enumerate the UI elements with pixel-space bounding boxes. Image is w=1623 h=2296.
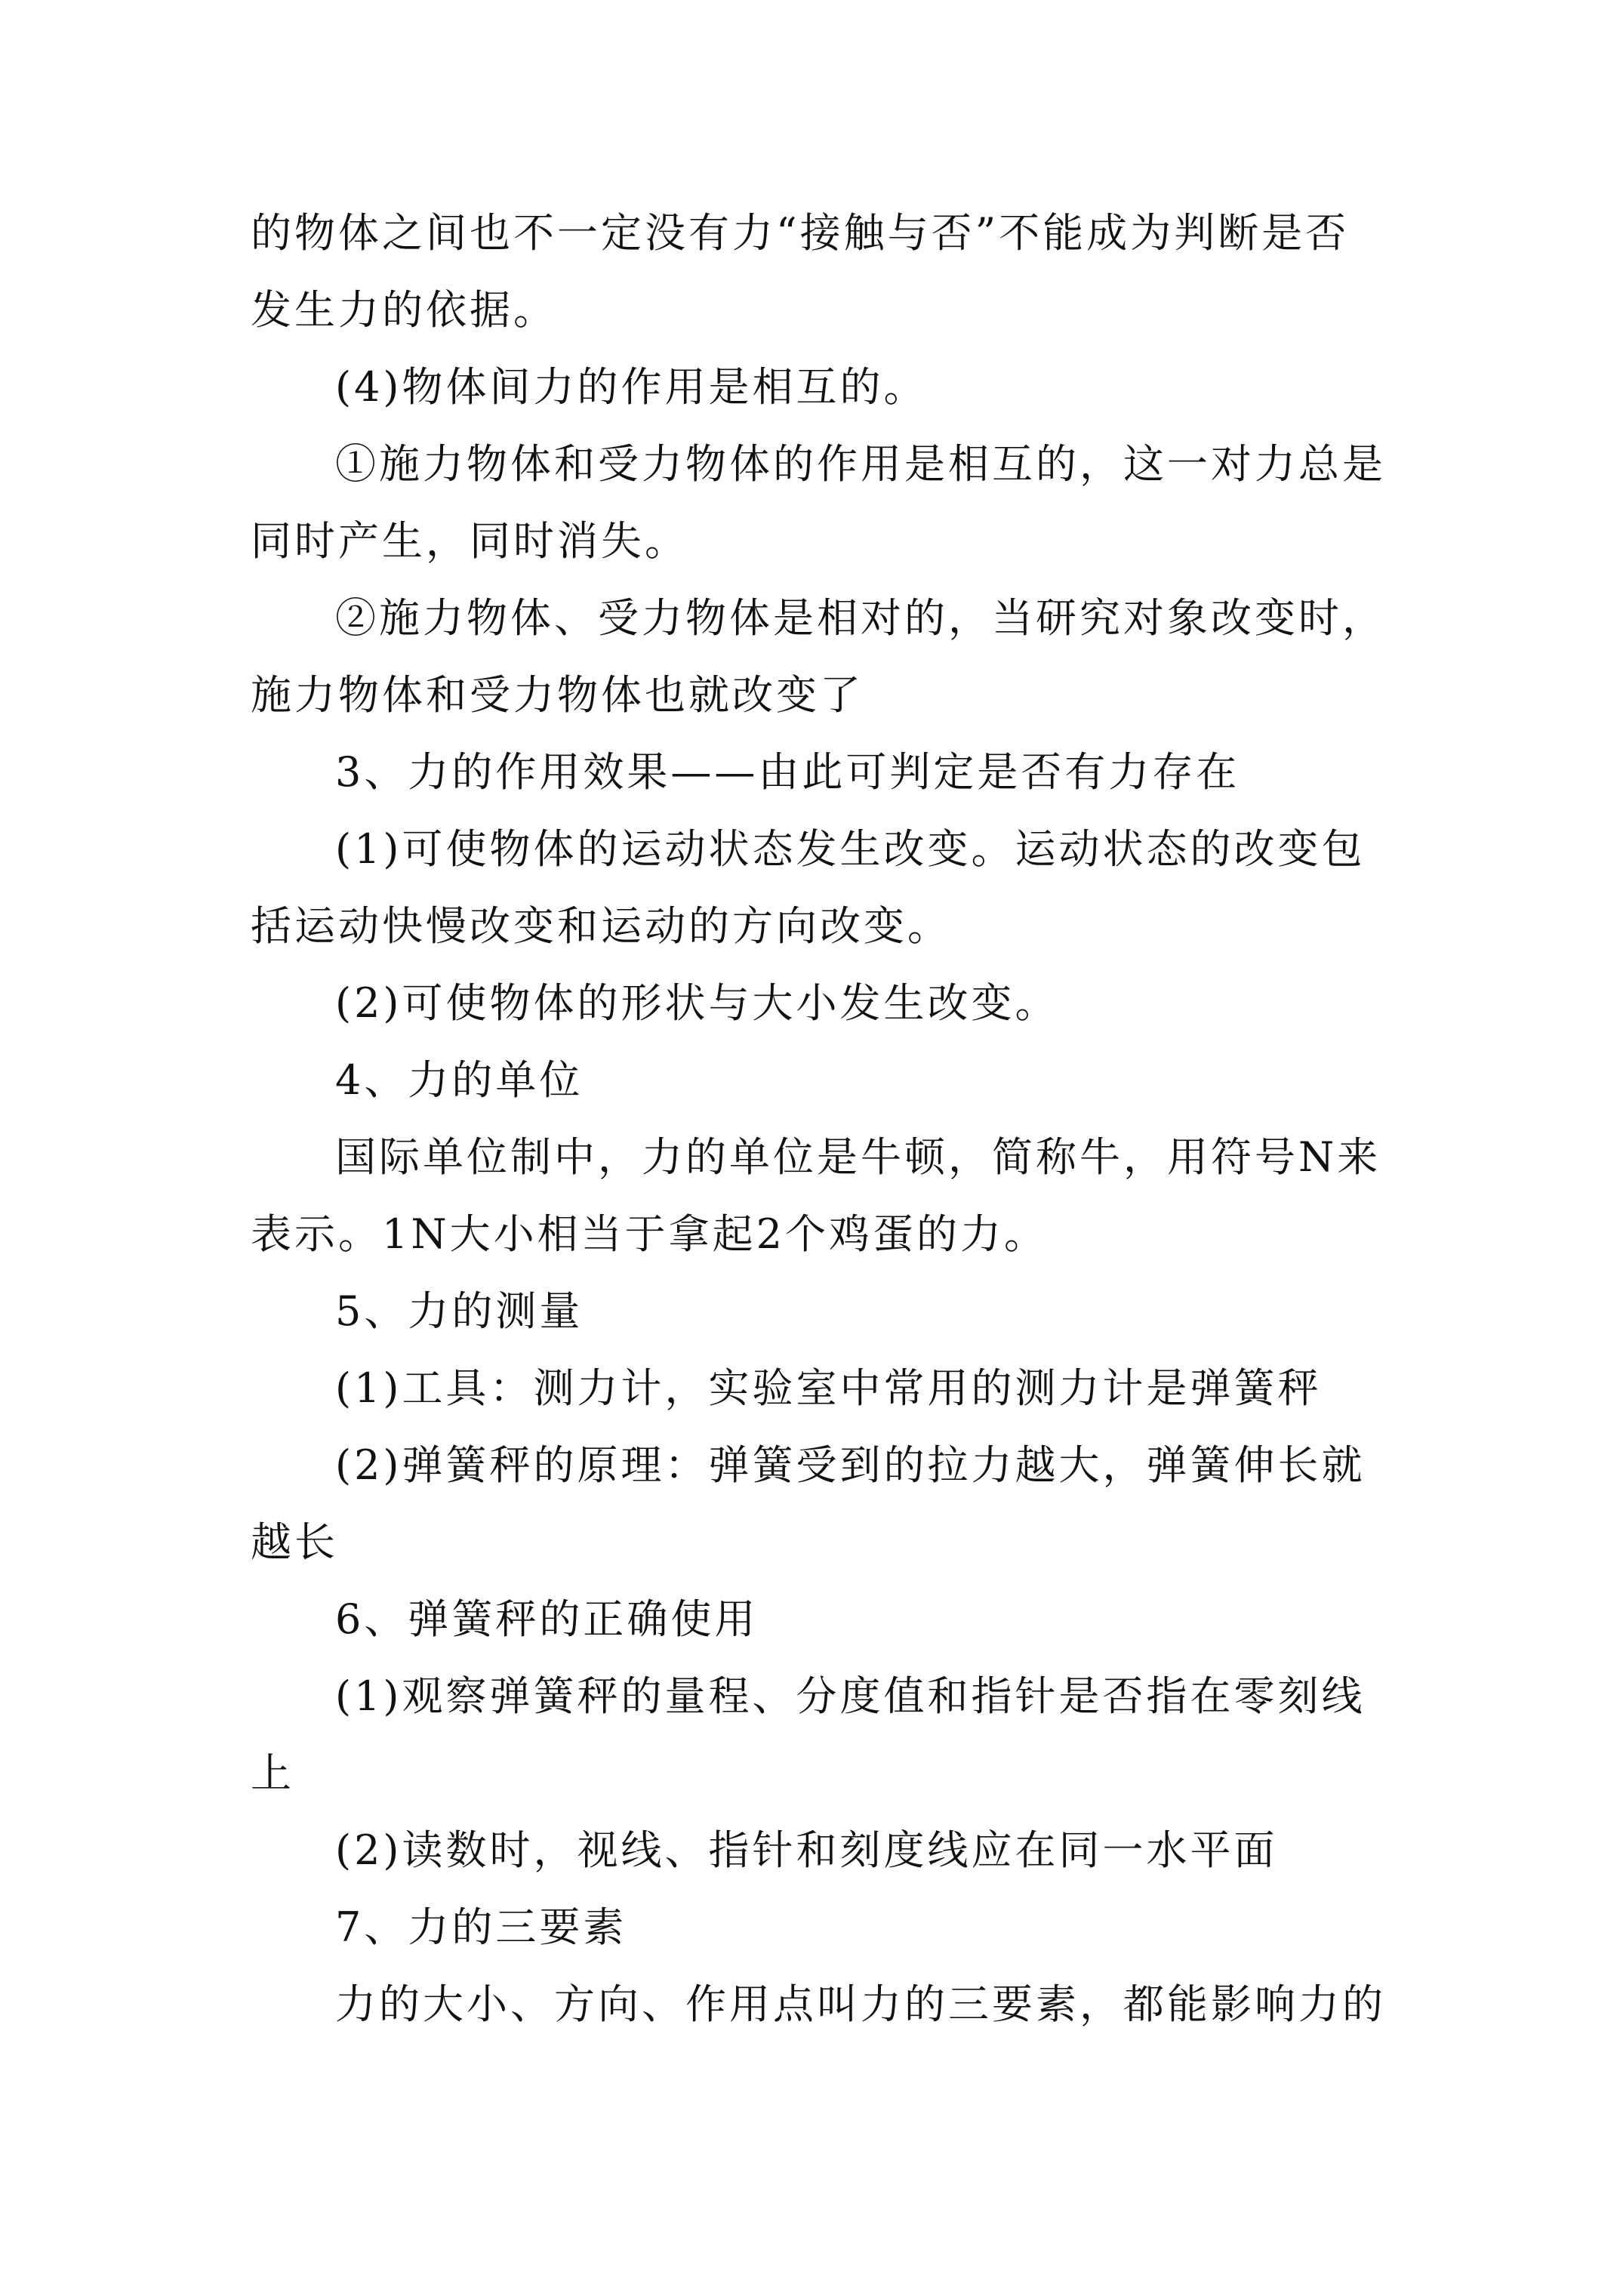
section-heading-4: 4、力的单位	[335, 1056, 584, 1104]
section-heading-7: 7、力的三要素	[335, 1903, 627, 1951]
text-line-24: 力的大小、方向、作用点叫力的三要素，都能影响力的	[335, 1980, 1386, 2028]
section-heading-6: 6、弹簧秤的正确使用	[335, 1595, 759, 1643]
text-line-13: 国际单位制中，力的单位是牛顿，简称牛，用符号N来	[335, 1133, 1381, 1181]
text-line-16: (1)工具：测力计，实验室中常用的测力计是弹簧秤	[335, 1364, 1322, 1412]
section-heading-5: 5、力的测量	[335, 1287, 584, 1335]
text-line-21: 上	[251, 1749, 294, 1797]
text-line-9: (1)可使物体的运动状态发生改变。运动状态的改变包	[335, 825, 1366, 873]
text-line-4: ①施力物体和受力物体的作用是相互的，这一对力总是	[335, 440, 1386, 488]
section-heading-3: 3、力的作用效果——由此可判定是否有力存在	[335, 748, 1240, 796]
text-line-1: 的物体之间也不一定没有力“接触与否”不能成为判断是否	[251, 209, 1350, 257]
text-line-5: 同时产生，同时消失。	[251, 517, 688, 565]
text-line-20: (1)观察弹簧秤的量程、分度值和指针是否指在零刻线	[335, 1672, 1366, 1720]
text-line-22: (2)读数时，视线、指针和刻度线应在同一水平面	[335, 1826, 1278, 1874]
text-line-2: 发生力的依据。	[251, 286, 557, 334]
text-line-3: (4)物体间力的作用是相互的。	[335, 363, 928, 411]
text-line-11: (2)可使物体的形状与大小发生改变。	[335, 979, 1059, 1027]
text-line-14: 表示。1N大小相当于拿起2个鸡蛋的力。	[251, 1210, 1048, 1258]
text-line-10: 括运动快慢改变和运动的方向改变。	[251, 902, 951, 950]
text-line-18: 越长	[251, 1518, 338, 1566]
text-line-6: ②施力物体、受力物体是相对的，当研究对象改变时，	[335, 594, 1386, 642]
document-body	[251, 195, 1398, 2043]
text-line-17: (2)弹簧秤的原理：弹簧受到的拉力越大，弹簧伸长就	[335, 1441, 1366, 1489]
text-line-7: 施力物体和受力物体也就改变了	[251, 671, 864, 719]
